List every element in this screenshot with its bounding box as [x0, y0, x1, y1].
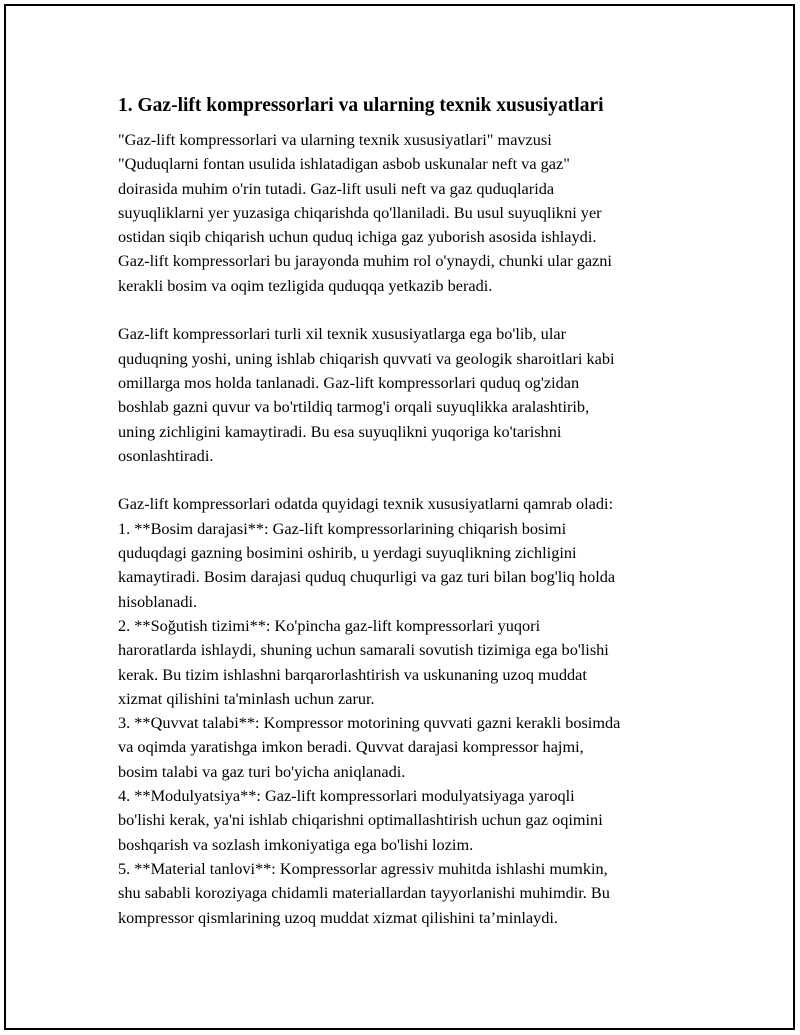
- document-title: 1. Gaz-lift kompressorlari va ularning texnik xususiyatlari: [118, 95, 604, 116]
- list-item-modulation: 4. **Modulyatsiya**: Gaz-lift kompressorlari modulyatsiyaga yaroqli: [118, 786, 575, 806]
- text-line: quduqning yoshi, uning ishlab chiqarish quvvati va geologik sharoitlari kabi: [118, 348, 615, 368]
- text-line: uning zichligini kamaytiradi. Bu esa suyuqlikni yuqoriga ko'tarishni: [118, 421, 562, 441]
- text-line: ostidan siqib chiqarish uchun quduq ichiga gaz yuborish asosida ishlaydi.: [118, 227, 597, 247]
- text-line: doirasida muhim o'rin tutadi. Gaz-lift usuli neft va gaz quduqlarida: [118, 178, 555, 198]
- text-line: kerak. Bu tizim ishlashni barqarorlashtirish va uskunaning uzoq muddat: [118, 664, 587, 684]
- paragraph-selection: [118, 322, 693, 468]
- text-line: suyuqliklarni yer yuzasiga chiqarishda qo'llaniladi. Bu usul suyuqlikni yer: [118, 202, 602, 222]
- text-line: haroratlarda ishlaydi, shuning uchun samarali sovutish tizimiga ega bo'lishi: [118, 640, 609, 660]
- list-item-cooling: 2. **Soğutish tizimi**: Ko'pincha gaz-lift kompressorlari yuqori: [118, 615, 541, 635]
- text-line: Gaz-lift kompressorlari odatda quyidagi texnik xususiyatlarni qamrab oladi:: [118, 494, 614, 514]
- text-line: hisoblanadi.: [118, 591, 198, 611]
- list-item-material: 5. **Material tanlovi**: Kompressorlar agressiv muhitda ishlashi mumkin,: [118, 858, 608, 878]
- text-line: osonlashtiradi.: [118, 445, 214, 465]
- text-line: shu sababli koroziyaga chidamli materiallardan tayyorlanishi muhimdir. Bu: [118, 883, 610, 903]
- text-line: omillarga mos holda tanlanadi. Gaz-lift kompressorlari quduq og'zidan: [118, 372, 580, 392]
- text-line: quduqdagi gazning bosimini oshirib, u yerdagi suyuqlikning zichligini: [118, 543, 577, 563]
- text-line: xizmat qilishini ta'minlash uchun zarur.: [118, 688, 375, 708]
- list-item-power: 3. **Quvvat talabi**: Kompressor motorining quvvati gazni kerakli bosimda: [118, 713, 621, 733]
- paragraph-specifications-list: [118, 492, 693, 929]
- text-line: kerakli bosim va oqim tezligida quduqqa yetkazib beradi.: [118, 275, 493, 295]
- text-line: bosim talabi va gaz turi bo'yicha aniqlanadi.: [118, 761, 406, 781]
- text-line: Gaz-lift kompressorlari turli xil texnik xususiyatlarga ega bo'lib, ular: [118, 324, 566, 344]
- text-line: "Gaz-lift kompressorlari va ularning texnik xususiyatlari" mavzusi: [118, 130, 552, 149]
- text-line: kompressor qismlarining uzoq muddat xizmat qilishini ta’minlaydi.: [118, 907, 558, 927]
- text-line: Gaz-lift kompressorlari bu jarayonda muhim rol o'ynaydi, chunki ular gazni: [118, 251, 612, 271]
- list-item-pressure: 1. **Bosim darajasi**: Gaz-lift kompressorlarining chiqarish bosimi: [118, 518, 567, 538]
- document-body: [118, 92, 693, 930]
- text-line: kamaytiradi. Bosim darajasi quduq chuqurligi va gaz turi bilan bog'liq holda: [118, 567, 616, 587]
- text-line: va oqimda yaratishga imkon beradi. Quvvat darajasi kompressor hajmi,: [118, 737, 584, 757]
- text-line: boshqarish va sozlash imkoniyatiga ega bo'lishi lozim.: [118, 834, 474, 854]
- text-line: "Quduqlarni fontan usulida ishlatadigan asbob uskunalar neft va gaz": [118, 154, 570, 174]
- text-line: boshlab gazni quvur va bo'rtildiq tarmog'i orqali suyuqlikka aralashtirib,: [118, 397, 590, 417]
- paragraph-introduction: [118, 128, 693, 298]
- text-line: bo'lishi kerak, ya'ni ishlab chiqarishni optimallashtirish uchun gaz oqimini: [118, 810, 603, 830]
